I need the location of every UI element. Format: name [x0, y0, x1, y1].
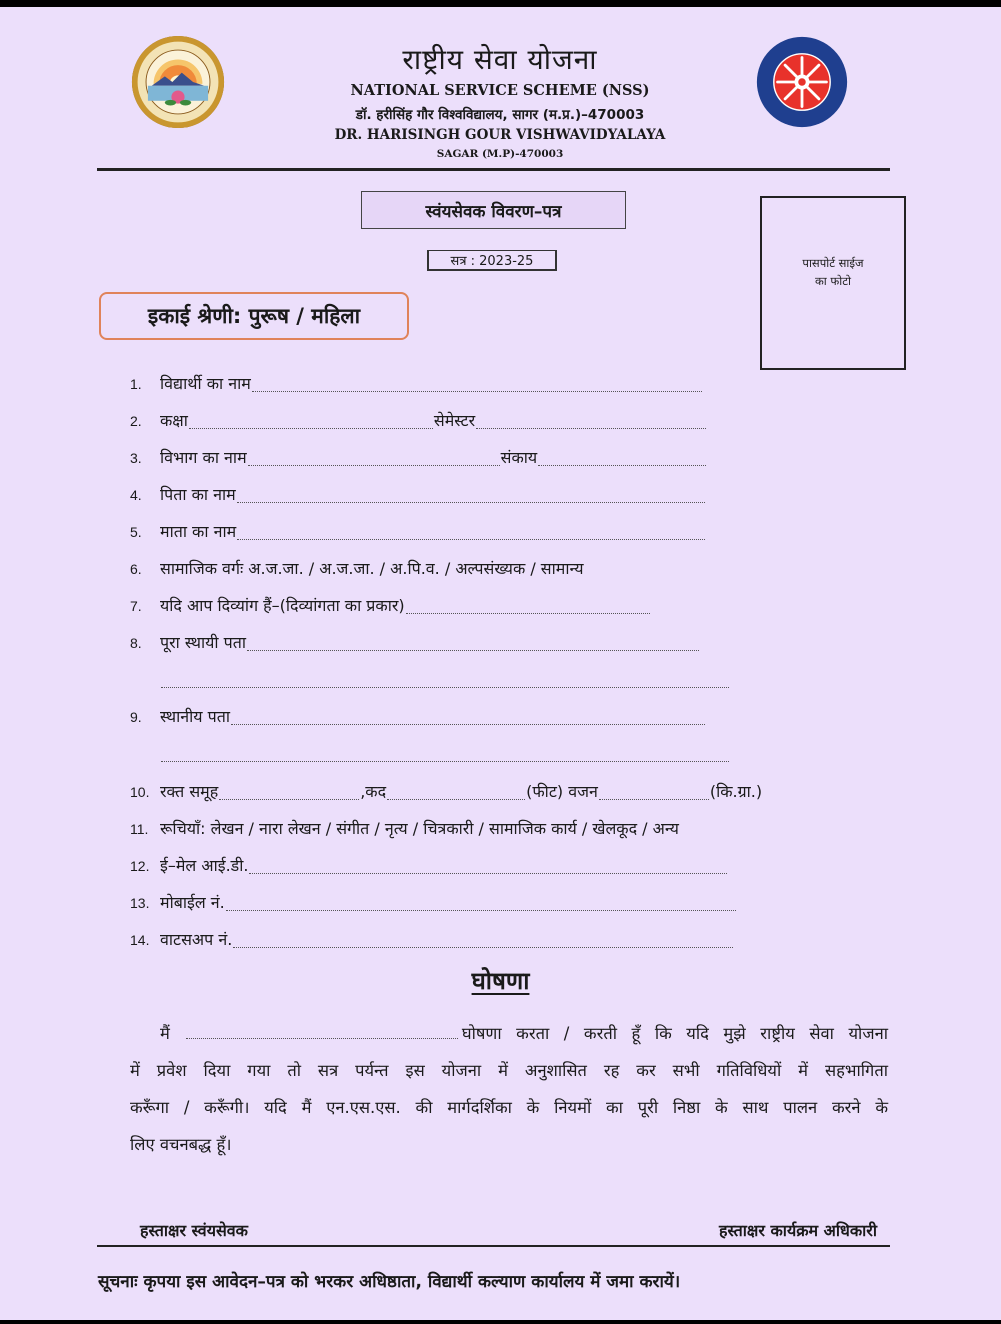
field-number: 14.: [130, 932, 150, 948]
field-label: रक्त समूह: [160, 782, 219, 801]
footer-divider: [97, 1245, 890, 1247]
field-label: मोबाईल नं.: [160, 893, 225, 912]
declaration-text: घोषणा करता / करती हूँ कि यदि मुझे राष्ट्रीय सेवा योजना: [461, 1024, 888, 1043]
field-student-name: [130, 372, 703, 396]
interests-options[interactable]: रूचियाँ: लेखन / नारा लेखन / संगीत / नृत्य / चित्रकारी / सामाजिक कार्य / खेलकूद / अन्य: [160, 819, 679, 838]
field-label: पूरा स्थायी पता: [160, 633, 246, 652]
field-email: [130, 854, 728, 878]
photo-box-line1: पासपोर्ट साईज: [802, 256, 864, 270]
header-title-hindi: राष्ट्रीय सेवा योजना: [402, 43, 598, 76]
email-input[interactable]: [249, 873, 727, 874]
weight-input[interactable]: [599, 799, 709, 800]
field-number: 8.: [130, 635, 142, 651]
field-local-address-line2: [130, 742, 730, 766]
field-father-name: [130, 483, 706, 507]
department-input[interactable]: [248, 465, 500, 466]
field-number: 11.: [130, 821, 149, 837]
field-interests: [130, 817, 679, 841]
field-label: विद्यार्थी का नाम: [160, 374, 251, 393]
bottom-black-bar: [0, 1320, 1001, 1324]
disability-input[interactable]: [406, 613, 650, 614]
session-label: सत्र : 2023-25: [427, 250, 557, 271]
permanent-address-input[interactable]: [247, 650, 699, 651]
field-number: 9.: [130, 709, 142, 725]
class-input[interactable]: [189, 428, 433, 429]
officer-signature-label: हस्ताक्षर कार्यक्रम अधिकारी: [718, 1221, 877, 1240]
unit-category: इकाई श्रेणी: पुरूष / महिला: [99, 292, 409, 340]
field-mother-name: [130, 520, 706, 544]
semester-input[interactable]: [476, 428, 706, 429]
local-address-input[interactable]: [231, 724, 705, 725]
field-mobile: [130, 891, 737, 915]
header-university-hindi: डॉ. हरीसिंह गौर विश्वविद्यालय, सागर (म.प्र.)–470003: [355, 107, 645, 123]
field-number: 3.: [130, 450, 142, 466]
field-number: 10.: [130, 784, 150, 800]
declaration-text: में प्रवेश दिया गया तो सत्र पर्यन्त इस योजना में अनुशासित रह कर सभी गतिविधियों में सहभागिता: [130, 1061, 888, 1080]
field-number: 2.: [130, 413, 142, 429]
declaration-i: मैं: [160, 1024, 170, 1043]
faculty-input[interactable]: [538, 465, 706, 466]
declarant-name-input[interactable]: [186, 1038, 458, 1039]
university-seal-logo: [131, 35, 225, 129]
student-name-input[interactable]: [252, 391, 702, 392]
field-label: यदि आप दिव्यांग हैं–(दिव्यांगता का प्रकार): [160, 596, 405, 615]
field-label-kg: (कि.ग्रा.): [709, 782, 763, 801]
declaration-title: घोषणा: [471, 967, 530, 995]
declaration-line-4: [130, 1132, 888, 1155]
field-social-category: [130, 557, 583, 581]
field-label-weight: (फीट) वजन: [526, 782, 598, 801]
notice-text: सूचनाः कृपया इस आवेदन–पत्र को भरकर अधिष्ठाता, विद्यार्थी कल्याण कार्यालय में जमा करायें।: [98, 1272, 681, 1292]
whatsapp-input[interactable]: [233, 947, 733, 948]
photo-box-line2: का फोटो: [814, 274, 852, 288]
field-local-address: [130, 705, 706, 729]
top-black-bar: [0, 0, 1001, 7]
passport-photo-box[interactable]: [760, 196, 906, 370]
mobile-input[interactable]: [226, 910, 736, 911]
field-blood-height-weight: [130, 780, 762, 804]
declaration-heading: [0, 964, 1001, 997]
field-label-semester: सेमेस्टर: [433, 411, 476, 430]
field-label-faculty: संकाय: [500, 448, 538, 467]
field-class: [130, 409, 707, 433]
field-permanent-address: [130, 631, 700, 655]
form-title: स्वंयसेवक विवरण–पत्र: [361, 191, 626, 229]
declaration-line-1: [130, 1021, 888, 1044]
header-city: SAGAR (M.P)-470003: [436, 148, 564, 160]
field-label: पिता का नाम: [160, 485, 236, 504]
social-category-options[interactable]: सामाजिक वर्गः अ.ज.जा. / अ.ज.जा. / अ.पि.व. / अल्पसंख्यक / सामान्य: [160, 559, 584, 578]
field-label: विभाग का नाम: [160, 448, 247, 467]
father-name-input[interactable]: [237, 502, 705, 503]
field-disability: [130, 594, 651, 618]
field-number: 1.: [130, 376, 142, 392]
header-divider: [97, 168, 890, 171]
field-number: 13.: [130, 895, 150, 911]
permanent-address-input-line2[interactable]: [161, 687, 729, 688]
mother-name-input[interactable]: [237, 539, 705, 540]
field-whatsapp: [130, 928, 734, 952]
local-address-input-line2[interactable]: [161, 761, 729, 762]
field-label: कक्षा: [160, 411, 188, 430]
header-university-english: DR. HARISINGH GOUR VISHWAVIDYALAYA: [334, 127, 666, 143]
field-number: 5.: [130, 524, 142, 540]
header-title-english: NATIONAL SERVICE SCHEME (NSS): [350, 82, 650, 99]
declaration-text: लिए वचनबद्ध हूँ।: [130, 1135, 232, 1154]
blood-group-input[interactable]: [219, 799, 359, 800]
volunteer-signature-label: हस्ताक्षर स्वंयसेवक: [140, 1221, 248, 1240]
nss-logo: [755, 35, 849, 129]
field-label: स्थानीय पता: [160, 707, 231, 726]
field-number: 12.: [130, 858, 150, 874]
height-input[interactable]: [387, 799, 525, 800]
field-number: 6.: [130, 561, 142, 577]
field-department: [130, 446, 707, 470]
field-number: 7.: [130, 598, 142, 614]
field-label-height: ,कद: [360, 782, 387, 801]
field-permanent-address-line2: [130, 668, 730, 692]
field-label: माता का नाम: [160, 522, 237, 541]
field-label: ई–मेल आई.डी.: [160, 856, 249, 875]
declaration-line-2: [130, 1058, 888, 1081]
field-label: वाटसअप नं.: [160, 930, 233, 949]
field-number: 4.: [130, 487, 142, 503]
declaration-line-3: [130, 1095, 888, 1118]
declaration-text: करूँगा / करूँगी। यदि मैं एन.एस.एस. की मार्गदर्शिका के नियमों का पूरी निष्ठा के साथ पालन करने के: [130, 1098, 888, 1117]
